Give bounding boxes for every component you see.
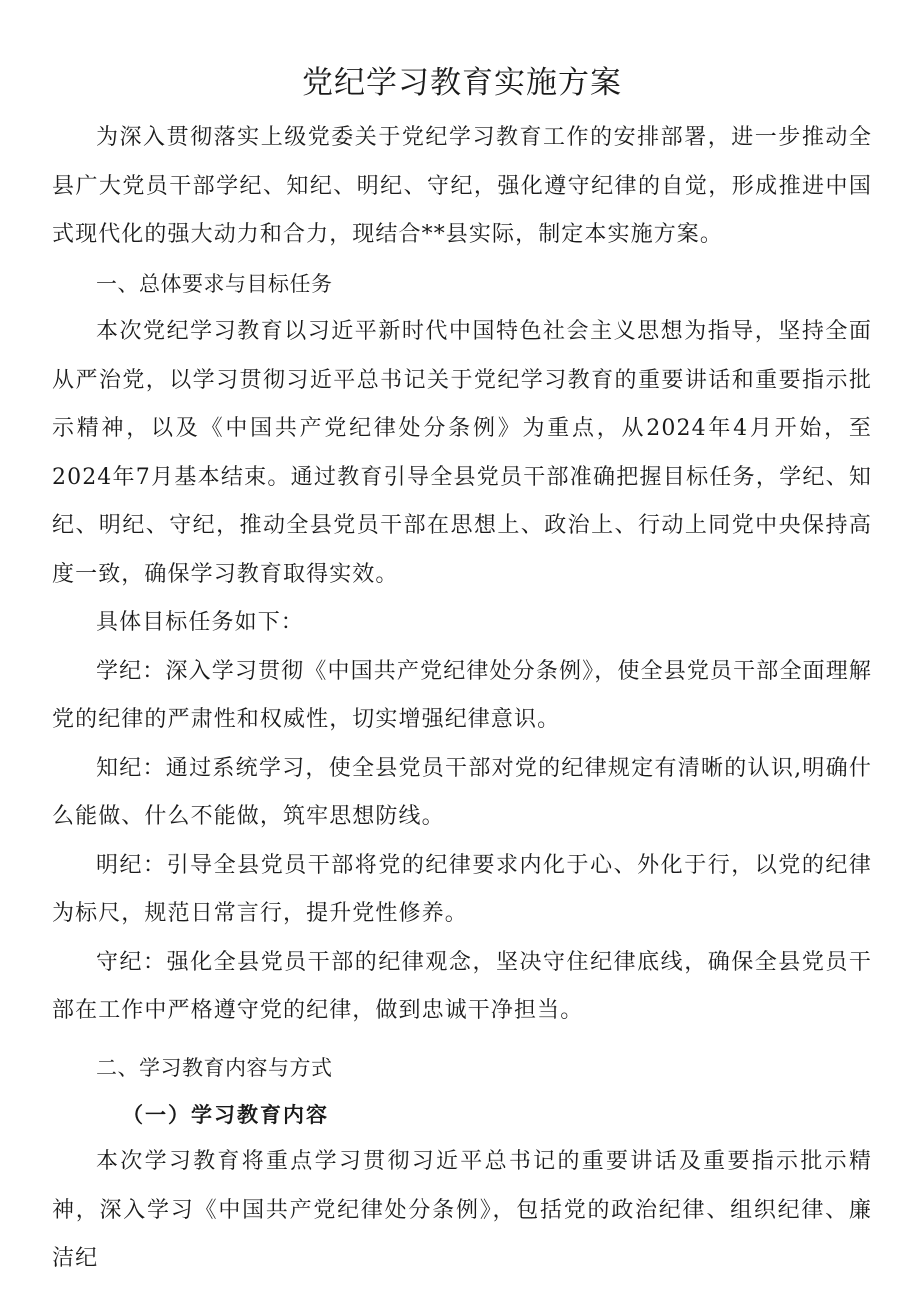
- mingji-paragraph: 明纪：引导全县党员干部将党的纪律要求内化于心、外化于行，以党的纪律为标尺，规范日常言行，提升党性修养。: [52, 852, 872, 926]
- section-2-heading: 二、学习教育内容与方式: [96, 1055, 333, 1080]
- zhiji-paragraph: 知纪：通过系统学习，使全县党员干部对党的纪律规定有清晰的认识,明确什么能做、什么不能做，筑牢思想防线。: [52, 755, 872, 829]
- subsection-1-paragraph: 本次学习教育将重点学习贯彻习近平总书记的重要讲话及重要指示批示精神，深入学习《中国共产党纪律处分条例》，包括党的政治纪律、组织纪律、廉洁纪: [52, 1149, 872, 1271]
- shouji-paragraph: 守纪：强化全县党员干部的纪律观念，坚决守住纪律底线，确保全县党员干部在工作中严格遵守党的纪律，做到忠诚干净担当。: [52, 949, 872, 1023]
- section-1-heading: 一、总体要求与目标任务: [96, 271, 333, 296]
- xueji-paragraph: 学纪：深入学习贯彻《中国共产党纪律处分条例》，使全县党员干部全面理解党的纪律的严肃性和权威性，切实增强纪律意识。: [52, 658, 872, 732]
- document-title: 党纪学习教育实施方案: [302, 65, 622, 101]
- subsection-1-heading: （一）学习教育内容: [122, 1102, 329, 1127]
- section-1-paragraph: 本次党纪学习教育以习近平新时代中国特色社会主义思想为指导，坚持全面从严治党，以学习贯彻习近平总书记关于党纪学习教育的重要讲话和重要指示批示精神，以及《中国共产党纪律处分条例》为重点，从2024年4月开始，至2024年7月基本结束。通过教育引导全县党员干部准确把握目标任务，学纪、知纪、明纪、守纪，推动全县党员干部在思想上、政治上、行动上同党中央保持高度一致，确保学习教育取得实效。: [52, 319, 872, 587]
- intro-paragraph: 为深入贯彻落实上级党委关于党纪学习教育工作的安排部署，进一步推动全县广大党员干部学纪、知纪、明纪、守纪，强化遵守纪律的自觉，形成推进中国式现代化的强大动力和合力，现结合**县实际，制定本实施方案。: [52, 125, 872, 247]
- targets-intro-paragraph: 具体目标任务如下：: [96, 610, 304, 635]
